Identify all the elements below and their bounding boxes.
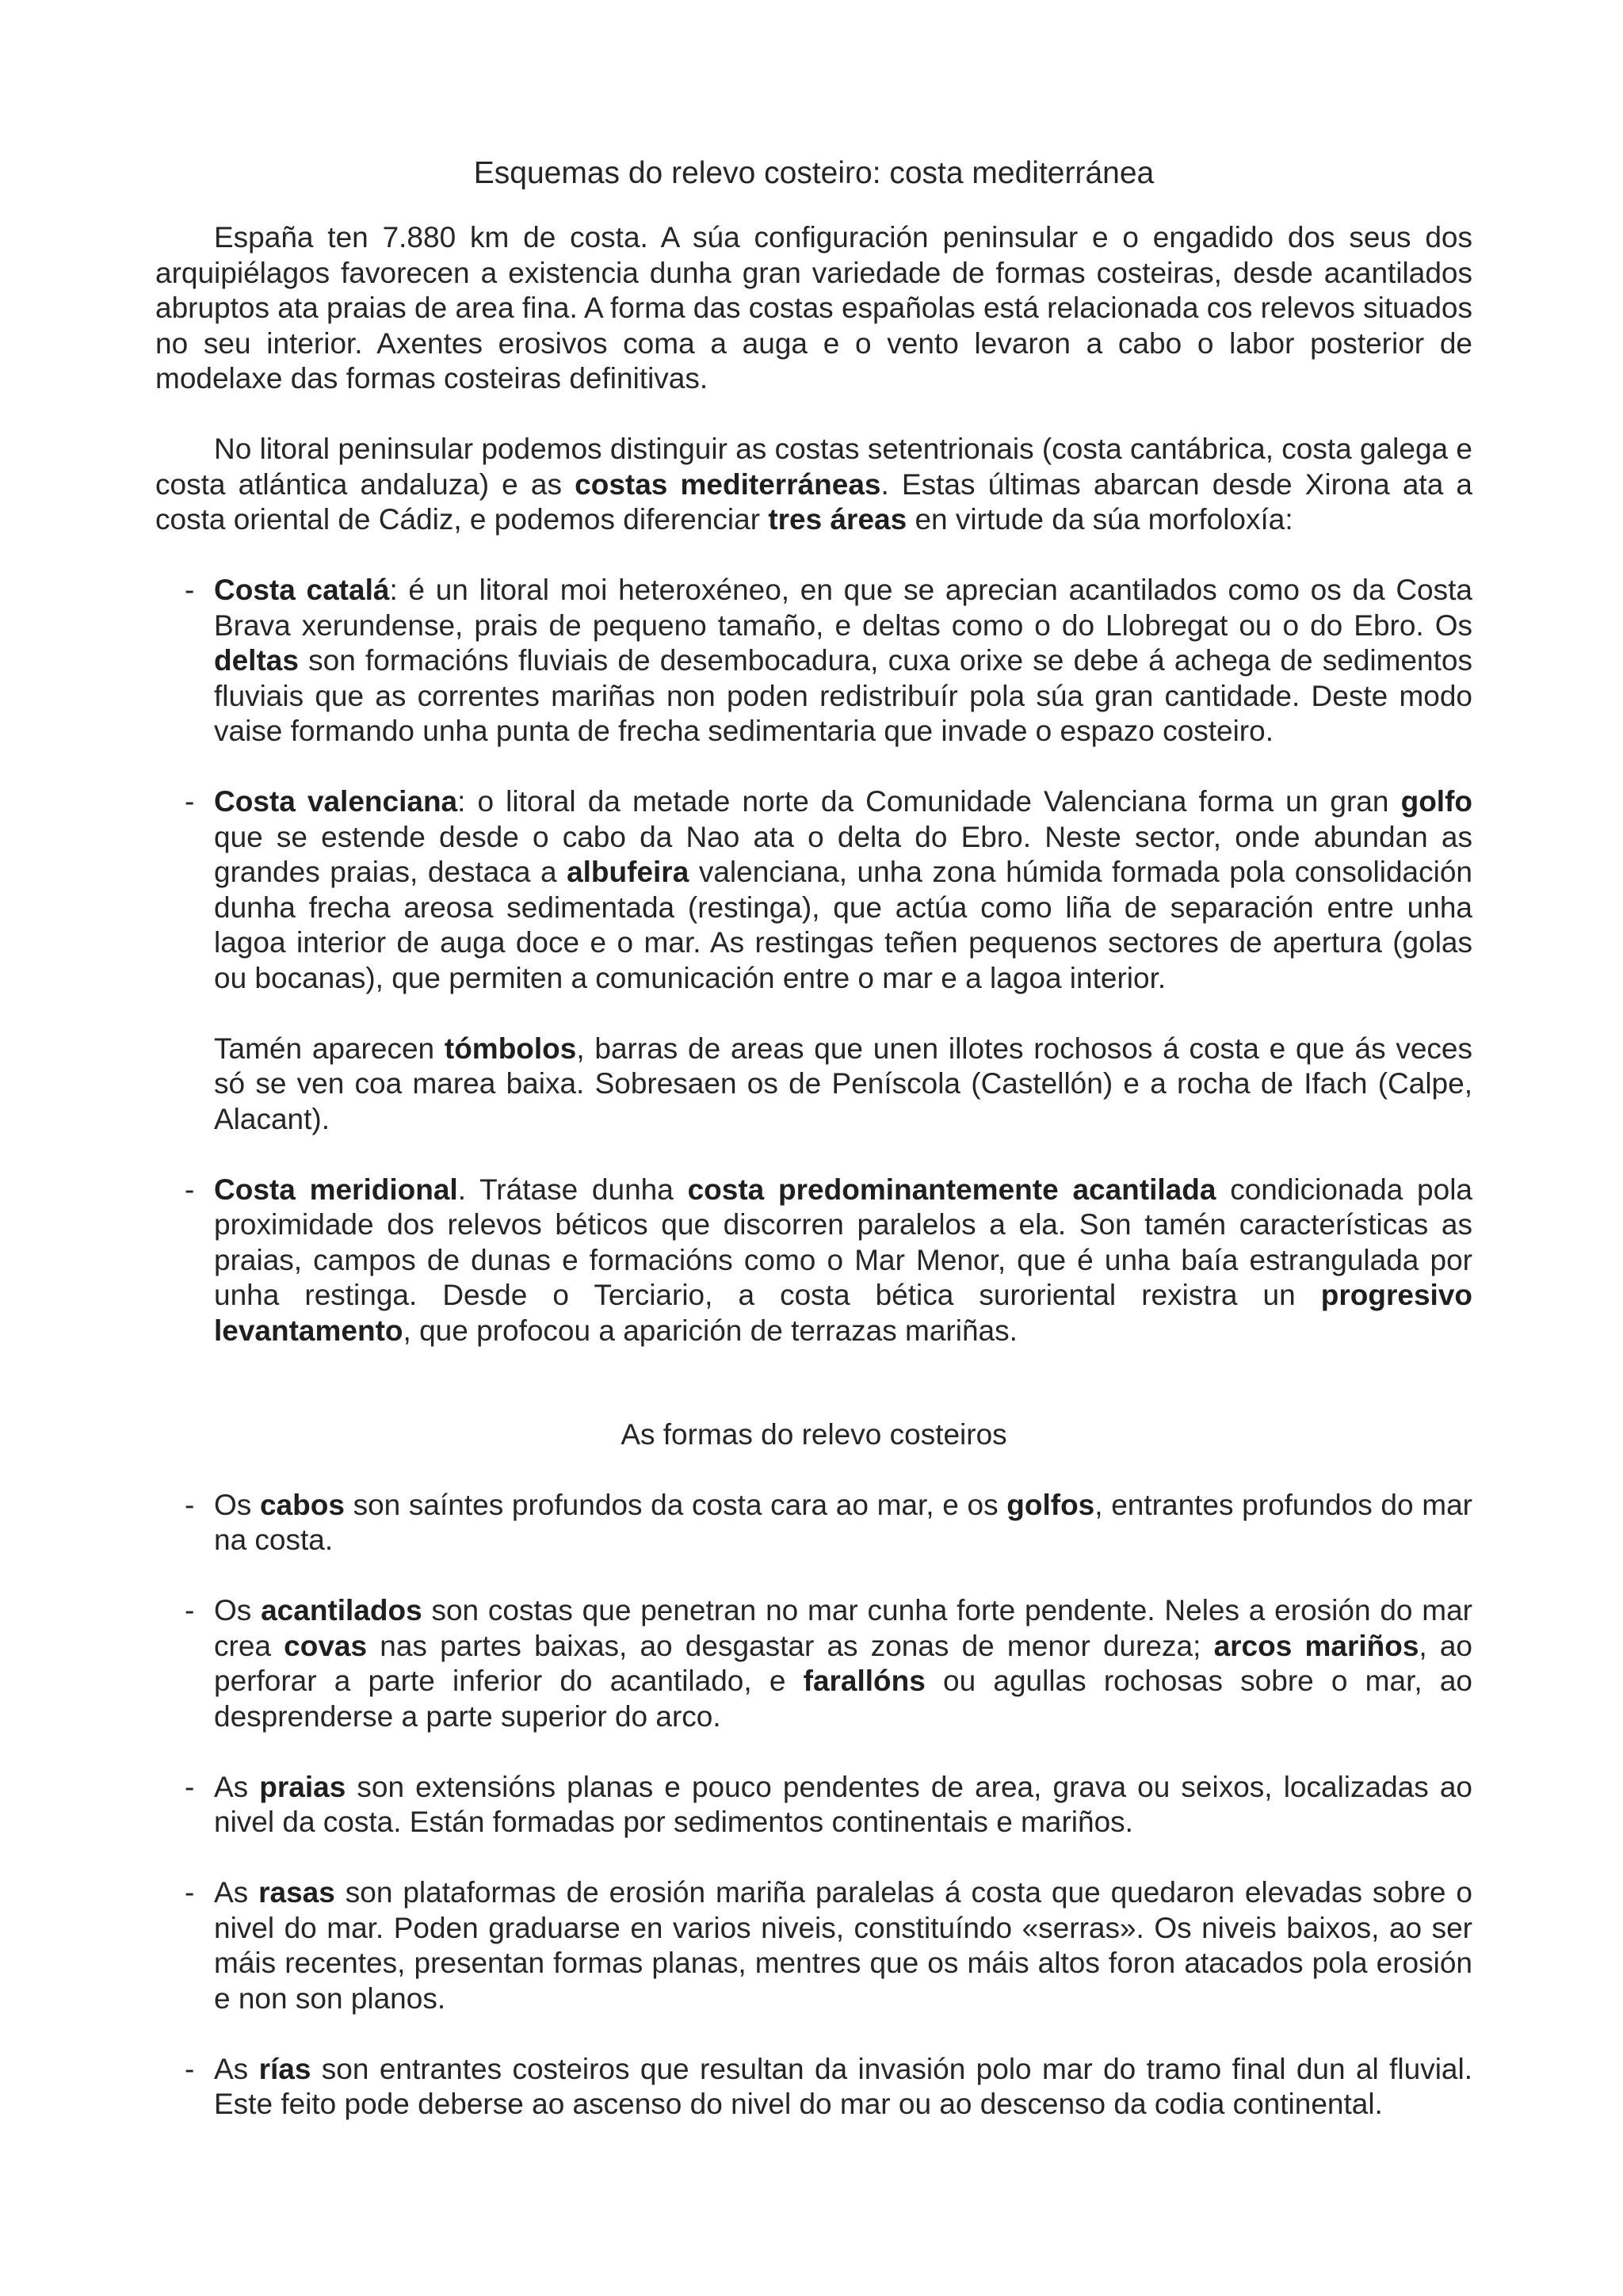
bold-term: progresivo levantamento <box>214 1279 1472 1347</box>
bold-term: acantilados <box>261 1594 422 1627</box>
text-run: son extensións planas e pouco pendentes de area, grava ou seixos, localizadas ao nivel da costa. Están formadas por sedimentos continentais e mariños. <box>214 1770 1473 1838</box>
text-run: As <box>214 1770 260 1803</box>
bold-term: Costa valenciana <box>214 785 458 818</box>
text-run: Os <box>214 1488 260 1521</box>
section-gap <box>155 538 1472 574</box>
bold-term: praias <box>259 1770 346 1803</box>
region-item <box>155 1173 1472 1349</box>
text-run: son formacións fluviais de desembocadura, cuxa orixe se debe á achega de sedimentos fluviais que as correntes mariñas non poden redistribuír pola súa gran cantidade. Deste modo vaise formando unha punta de frecha sedimentaria que invade o espazo costeiro. <box>214 644 1472 747</box>
section-subtitle: As formas do relevo costeiros <box>621 1418 1007 1451</box>
landform-item <box>155 1770 1472 1840</box>
item-paragraph <box>214 1770 1472 1840</box>
item-paragraph <box>214 2052 1472 2122</box>
region-item <box>155 784 1472 1137</box>
bold-term: rasas <box>258 1876 335 1909</box>
text-run: son entrantes costeiros que resultan da invasión polo mar do tramo final dun al fluvial. Este feito pode deberse ao ascenso do nivel do mar ou ao descenso da codia continental. <box>214 2052 1472 2120</box>
bold-term: costa predominantemente acantilada <box>687 1173 1216 1206</box>
text-run: , entrantes profundos do mar na costa. <box>214 1488 1472 1556</box>
item-paragraph <box>214 1173 1472 1349</box>
item-paragraph <box>214 1593 1472 1734</box>
bold-term: covas <box>284 1629 368 1662</box>
text-run: As <box>214 1876 259 1909</box>
regions-list <box>155 573 1472 1348</box>
bold-term: farallóns <box>803 1665 926 1697</box>
intro-paragraph <box>155 220 1472 397</box>
bold-term: Costa catalá <box>214 574 390 606</box>
item-paragraph <box>214 1875 1472 2016</box>
text-run: : é un litoral moi heteroxéneo, en que se aprecian acantilados como os da Costa Brava xerundense, prais de pequeno tamaño, e deltas como o do Llobregat ou o do Ebro. Os <box>214 574 1472 642</box>
text-run: As <box>214 2052 259 2085</box>
bold-term: golfo <box>1400 785 1472 818</box>
bold-term: Costa meridional <box>214 1173 458 1206</box>
paragraph-gap <box>155 397 1472 433</box>
landform-item <box>155 1875 1472 2016</box>
item-paragraph <box>214 1032 1472 1138</box>
landform-item <box>155 1488 1472 1558</box>
page-title: Esquemas do relevo costeiro: costa mediterránea <box>473 156 1155 190</box>
bullet-dash: - <box>185 1594 195 1627</box>
item-paragraph <box>214 1488 1472 1558</box>
text-run: son saíntes profundos da costa cara ao mar, e os <box>344 1488 1007 1521</box>
bullet-dash: - <box>185 574 195 606</box>
bullet-dash: - <box>185 1770 195 1803</box>
text-run: España ten 7.880 km de costa. A súa configuración peninsular e o engadido dos seus dos arquipiélagos favorecen a existencia dunha gran variedade de formas costeiras, desde acantilados abruptos ata praias de area fina. A forma das costas españolas está relacionada cos relevos situados no seu interior. Axentes erosivos coma a auga e o vento levaron a cabo o labor posterior de modelaxe das formas costeiras definitivas. <box>155 221 1472 395</box>
bullet-dash: - <box>185 1488 195 1521</box>
text-run: , que profocou a aparición de terrazas mariñas. <box>403 1314 1018 1347</box>
bold-term: tres áreas <box>768 503 907 536</box>
bold-term: tómbolos <box>444 1032 577 1065</box>
bold-term: golfos <box>1006 1488 1095 1521</box>
text-run: condicionada pola proximidade dos relevos béticos que discorren paralelos a ela. Son tamén características as praias, campos de dunas e formacións como o Mar Menor, que é unha baía estrangulada por unha restinga. Desde o Terciario, a costa bética suroriental rexistra un <box>214 1173 1472 1311</box>
bullet-dash: - <box>185 1876 195 1909</box>
text-run: . Estas últimas abarcan desde Xirona ata a costa oriental de Cádiz, e podemos diferenciar <box>155 467 1472 536</box>
text-run: , ao perforar a parte inferior do acantilado, e <box>214 1629 1473 1697</box>
text-run: ou agullas rochosas sobre o mar, ao desprenderse a parte superior do arco. <box>214 1665 1472 1733</box>
intro-paragraph <box>155 432 1472 538</box>
text-run: son costas que penetran no mar cunha forte pendente. Neles a erosión do mar crea <box>214 1594 1472 1662</box>
text-run: . Trátase dunha <box>457 1173 688 1206</box>
bullet-dash: - <box>185 2052 195 2085</box>
text-run: No litoral peninsular podemos distinguir as costas setentrionais (costa cantábrica, costa galega e costa atlántica andaluza) e as <box>155 433 1472 501</box>
text-run: en virtude da súa morfoloxía: <box>907 503 1293 536</box>
landform-item <box>155 2052 1472 2122</box>
bullet-dash: - <box>185 1173 195 1206</box>
text-run: que se estende desde o cabo da Nao ata o delta do Ebro. Neste sector, onde abundan as grandes praias, destaca a <box>214 820 1472 888</box>
text-run: nas partes baixas, ao desgastar as zonas de menor dureza; <box>367 1629 1214 1662</box>
text-run: : o litoral da metade norte da Comunidade Valenciana forma un gran <box>457 785 1401 818</box>
landform-item <box>155 1593 1472 1734</box>
text-run: son plataformas de erosión mariña paralelas á costa que quedaron elevadas sobre o nivel do mar. Poden graduarse en varios niveis, constituíndo «serras». Os niveis baixos, ao ser máis recentes, presentan formas planas, mentres que os máis altos foron atacados pola erosión e non son planos. <box>214 1876 1472 2015</box>
text-run: valenciana, unha zona húmida formada pola consolidación dunha frecha areosa sedimentada (restinga), que actúa como liña de separación entre unha lagoa interior de auga doce e o mar. As restingas teñen pequenos sectores de apertura (golas ou bocanas), que permiten a comunicación entre o mar e a lagoa interior. <box>214 856 1472 994</box>
text-run: , barras de areas que unen illotes rochosos á costa e que ás veces só se ven coa marea baixa. Sobresaen os de Peníscola (Castellón) e a rocha de Ifach (Calpe, Alacant). <box>214 1032 1472 1135</box>
item-paragraph <box>214 573 1472 749</box>
region-item <box>155 573 1472 749</box>
intro-section <box>155 220 1472 538</box>
bold-term: cabos <box>259 1488 345 1521</box>
bold-term: costas mediterráneas <box>575 467 881 501</box>
bold-term: albufeira <box>567 856 689 888</box>
bold-term: arcos mariños <box>1213 1629 1419 1662</box>
bullet-dash: - <box>185 785 195 818</box>
forms-list <box>155 1488 1472 2122</box>
item-paragraph <box>214 784 1472 996</box>
bold-term: rías <box>258 2052 311 2085</box>
text-run: Tamén aparecen <box>214 1032 445 1065</box>
text-run: Os <box>214 1594 262 1627</box>
bold-term: deltas <box>214 644 299 677</box>
